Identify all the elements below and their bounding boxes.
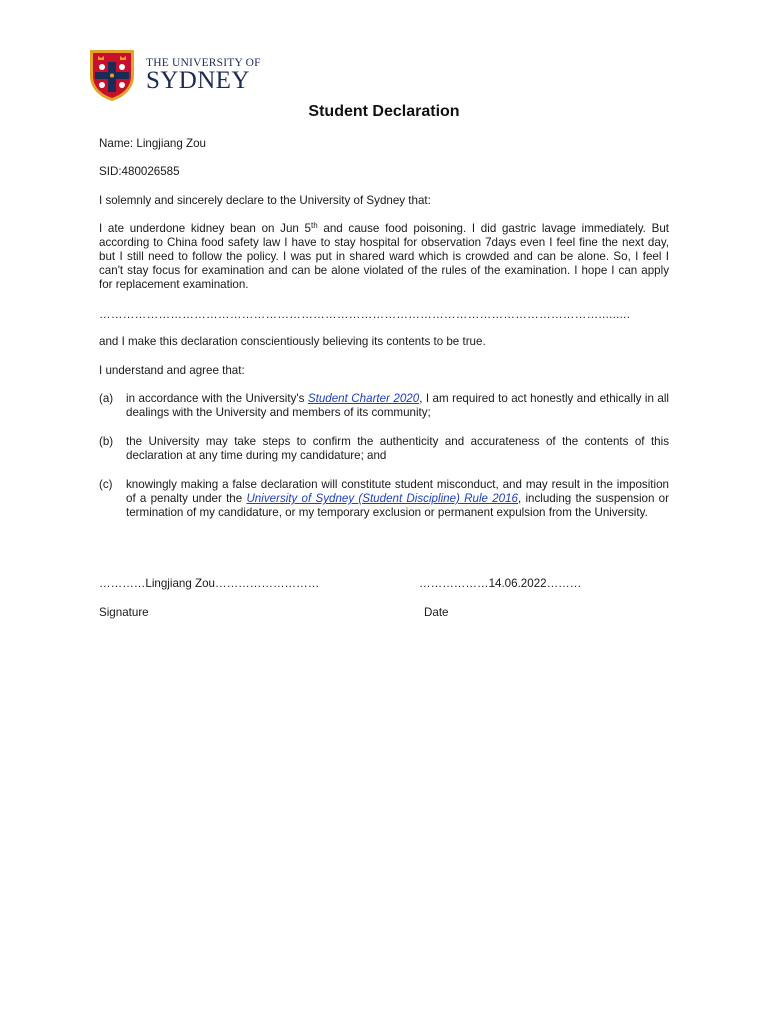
logo-line-1: THE UNIVERSITY OF xyxy=(146,57,261,69)
clause-text xyxy=(126,478,669,520)
clause-text-before: knowingly making a false declaration will constitute student misconduct, and may result in the imposition of a penalty under the xyxy=(126,478,669,505)
signature-value: …………Lingjiang Zou……………………… xyxy=(99,577,320,590)
clause-text-after: , including the suspension or termination of my candidature, or my temporary exclusion or permanent expulsion from the University. xyxy=(126,492,669,519)
logo-wordmark xyxy=(146,57,261,93)
statement-superscript: th xyxy=(311,221,318,230)
name-line: Name: Lingjiang Zou xyxy=(99,137,206,150)
discipline-rule-link[interactable]: University of Sydney (Student Discipline) Rule 2016 xyxy=(246,492,518,505)
statement-part-2: and cause food poisoning. I did gastric lavage immediately. But according to China food safety law I have to stay hospital for observation 7days even I feel fine the next day, but I still need to follow the policy. I was put in shared ward which is crowded and can be alone. So, I feel I can't stay focus for examination and can be alone violated of the rules of the examination. I hope I can apply for replacement examination. xyxy=(99,222,669,291)
clause-label: (c) xyxy=(99,478,113,491)
university-logo xyxy=(86,48,261,102)
clause-a xyxy=(99,392,669,420)
sid-line: SID:480026585 xyxy=(99,165,180,178)
clause-text-after: , I am required to act honestly and ethically in all dealings with the University and members of its community; xyxy=(126,392,669,419)
clause-text: the University may take steps to confirm the authenticity and accurateness of the contents of this declaration at any time during my candidature; and xyxy=(126,435,669,462)
clause-text xyxy=(126,392,669,420)
signature-label: Signature xyxy=(99,606,149,619)
clause-label: (b) xyxy=(99,435,114,448)
clause-label: (a) xyxy=(99,392,114,405)
date-value: ………………14.06.2022……… xyxy=(419,577,582,590)
conscientious-line: and I make this declaration conscientiously believing its contents to be true. xyxy=(99,335,486,348)
statement-paragraph xyxy=(99,222,669,292)
university-crest-icon xyxy=(86,48,138,102)
date-label: Date xyxy=(424,606,449,619)
clause-text-before: in accordance with the University's xyxy=(126,392,308,405)
dotted-separator: ………………………………………………………………………………………………………………......... xyxy=(99,308,631,321)
student-charter-link[interactable]: Student Charter 2020 xyxy=(307,392,420,405)
statement-part-1: I ate underdone kidney bean on Jun 5 xyxy=(99,222,312,235)
logo-line-2: SYDNEY xyxy=(146,67,250,94)
declare-line: I solemnly and sincerely declare to the University of Sydney that: xyxy=(99,194,431,207)
understand-line: I understand and agree that: xyxy=(99,364,245,377)
page-title: Student Declaration xyxy=(308,103,460,120)
clause-b xyxy=(99,435,669,463)
clause-c xyxy=(99,478,669,520)
